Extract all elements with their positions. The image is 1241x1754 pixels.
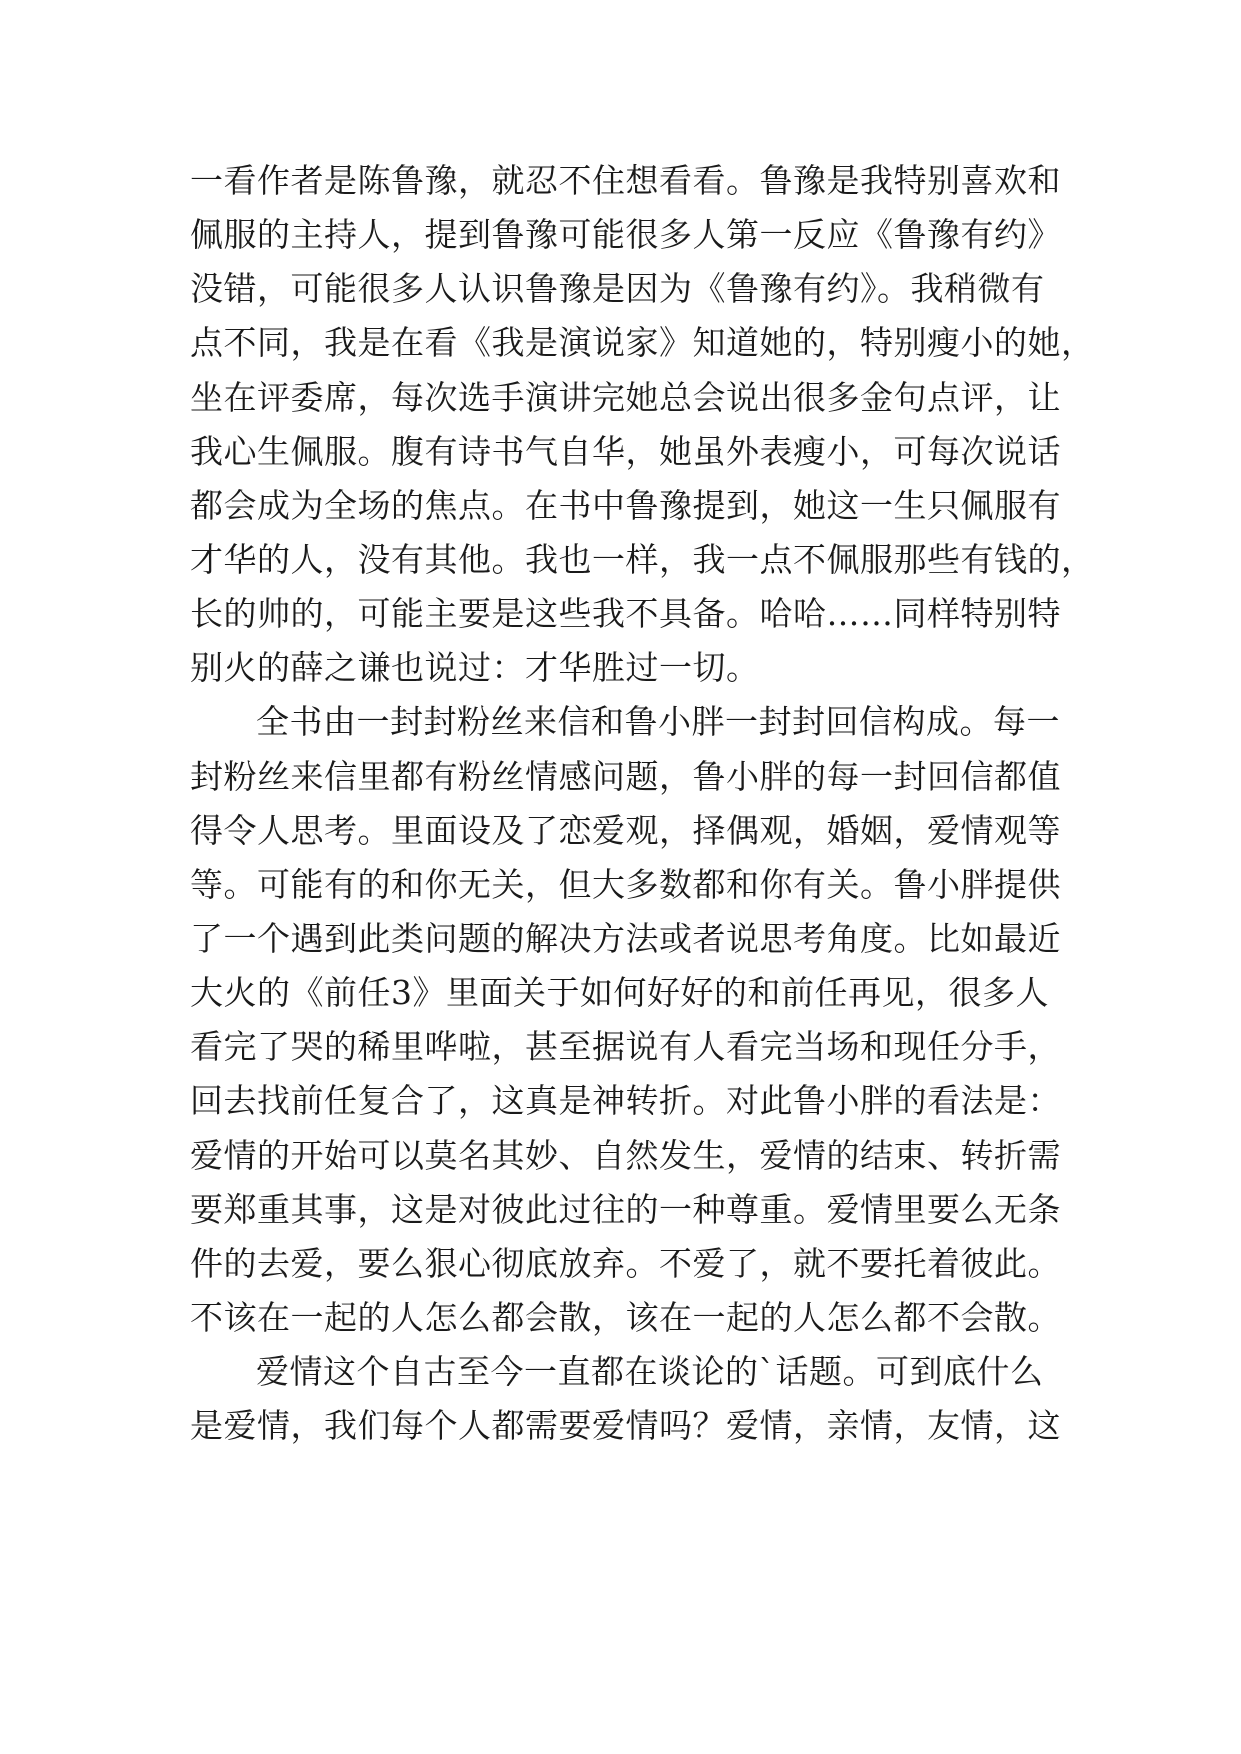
body-text [190, 154, 1095, 1453]
text-line: 封粉丝来信里都有粉丝情感问题，鲁小胖的每一封回信都值 [190, 756, 1061, 796]
text-line: 了一个遇到此类问题的解决方法或者说思考角度。比如最近 [190, 918, 1061, 958]
text-line: 才华的人，没有其他。我也一样，我一点不佩服那些有钱的， [190, 539, 1095, 579]
text-line: 坐在评委席，每次选手演讲完她总会说出很多金句点评，让 [190, 377, 1061, 417]
text-line: 爱情的开始可以莫名其妙、自然发生，爱情的结束、转折需 [190, 1135, 1061, 1175]
text-line: 是爱情，我们每个人都需要爱情吗？爱情，亲情，友情，这 [190, 1406, 1061, 1446]
text-line: 得令人思考。里面设及了恋爱观，择偶观，婚姻，爱情观等 [190, 810, 1061, 850]
text-line: 都会成为全场的焦点。在书中鲁豫提到，她这一生只佩服有 [190, 485, 1061, 525]
text-line: 回去找前任复合了，这真是神转折。对此鲁小胖的看法是： [190, 1081, 1061, 1121]
text-line: 等。可能有的和你无关，但大多数都和你有关。鲁小胖提供 [190, 864, 1061, 904]
text-line: 长的帅的，可能主要是这些我不具备。哈哈……同样特别特 [190, 594, 1061, 634]
text-line: 没错，可能很多人认识鲁豫是因为《鲁豫有约》。我稍微有 [190, 269, 1045, 309]
text-line: 件的去爱，要么狠心彻底放弃。不爱了，就不要托着彼此。 [190, 1243, 1061, 1283]
text-line: 一看作者是陈鲁豫，就忍不住想看看。鲁豫是我特别喜欢和 [190, 161, 1061, 200]
paragraph-first-line: 爱情这个自古至今一直都在谈论的`话题。可到底什么 [256, 1352, 1044, 1392]
text-line: 要郑重其事，这是对彼此过往的一种尊重。爱情里要么无条 [190, 1189, 1061, 1229]
text-line: 看完了哭的稀里哗啦，甚至据说有人看完当场和现任分手， [190, 1027, 1061, 1067]
text-line: 佩服的主持人，提到鲁豫可能很多人第一反应《鲁豫有约》 [190, 215, 1061, 255]
text-line: 大火的《前任3》里面关于如何好好的和前任再见，很多人 [190, 973, 1049, 1013]
paragraph-first-line: 全书由一封封粉丝来信和鲁小胖一封封回信构成。每一 [256, 702, 1060, 742]
text-line: 别火的薛之谦也说过：才华胜过一切。 [190, 648, 760, 688]
text-line: 我心生佩服。腹有诗书气自华，她虽外表瘦小，可每次说话 [190, 431, 1061, 471]
text-line: 点不同，我是在看《我是演说家》知道她的，特别瘦小的她， [190, 323, 1095, 363]
text-line: 不该在一起的人怎么都会散，该在一起的人怎么都不会散。 [190, 1297, 1061, 1337]
